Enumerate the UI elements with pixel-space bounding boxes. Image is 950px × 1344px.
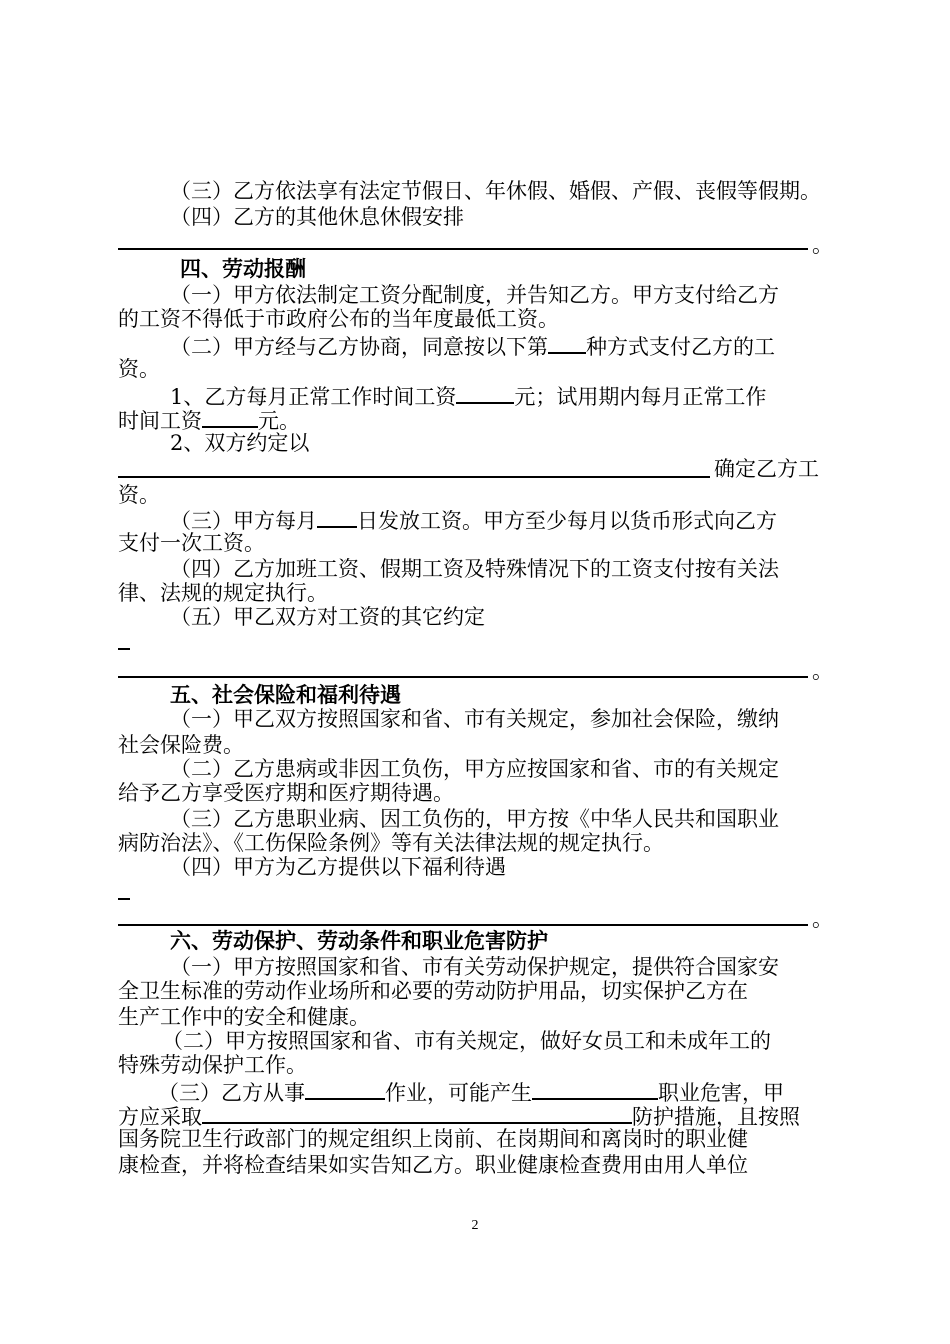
dash-mark [118,898,130,900]
text-fragment: 方应采取 [118,1105,202,1129]
paragraph-text: 律、法规的规定执行。 [118,581,328,605]
text-fragment: 作业，可能产生 [385,1081,532,1105]
period-mark: 。 [812,659,833,683]
paragraph-s3-other-rest: （四）乙方的其他休息休假安排 [170,205,464,229]
section-title-protection: 六、劳动保护、劳动条件和职业危害防护 [170,929,548,953]
paragraph-text: 资。 [118,357,160,381]
text-fragment: （三）甲方每月 [170,509,317,533]
text-fragment: （二）甲方经与乙方协商，同意按以下第 [170,335,548,359]
fill-blank [305,1078,385,1100]
paragraph-text: 的工资不得低于市政府公布的当年度最低工资。 [118,307,559,331]
paragraph-text: 国务院卫生行政部门的规定组织上岗前、在岗期间和离岗时的职业健 [118,1127,748,1151]
text-fragment: 种方式支付乙方的工 [586,335,775,359]
paragraph-text: 生产工作中的安全和健康。 [118,1005,370,1029]
fill-blank [202,406,258,428]
text-fragment: 日发放工资。甲方至少每月以货币形式向乙方 [357,509,777,533]
paragraph-text: （五）甲乙双方对工资的其它约定 [170,605,485,629]
fill-blank [317,506,357,528]
paragraph-s3-holidays: （三）乙方依法享有法定节假日、年休假、婚假、产假、丧假等假期。 [170,179,821,203]
fill-blank [548,332,586,354]
dash-mark [118,648,130,650]
section-title-wages: 四、劳动报酬 [180,257,306,281]
paragraph-text: （四）甲方为乙方提供以下福利待遇 [170,855,506,879]
fill-blank [202,1102,632,1124]
text-fragment: 确定乙方工 [714,457,819,481]
paragraph-text: 支付一次工资。 [118,531,265,555]
paragraph-text: 社会保险费。 [118,733,244,757]
period-mark: 。 [812,233,833,257]
blank-line [118,248,808,250]
blank-line [118,676,808,678]
paragraph-text: 给予乙方享受医疗期和医疗期待遇。 [118,781,454,805]
paragraph-text: 2、双方约定以 [170,431,310,455]
text-fragment: （三）乙方从事 [158,1081,305,1105]
paragraph-text: 资。 [118,483,160,507]
period-mark: 。 [812,907,833,931]
page-number: 2 [471,1218,479,1233]
text-fragment: 防护措施，且按照 [632,1105,800,1129]
text-fragment: 元。 [258,409,300,433]
blank-line [118,476,710,478]
paragraph-text: （四）乙方加班工资、假期工资及特殊情况下的工资支付按有关法 [170,557,779,581]
paragraph-text: （一）甲方按照国家和省、市有关劳动保护规定，提供符合国家安 [170,955,779,979]
text-fragment: 1、乙方每月正常工作时间工资 [170,385,457,409]
paragraph-text: （三）乙方患职业病、因工负伤的，甲方按《中华人民共和国职业 [170,807,779,831]
fill-blank [532,1078,658,1100]
paragraph-text: 特殊劳动保护工作。 [118,1053,307,1077]
paragraph-text: （一）甲乙双方按照国家和省、市有关规定，参加社会保险，缴纳 [170,707,779,731]
text-fragment: 元；试用期内每月正常工作 [514,385,767,409]
text-fragment: 时间工资 [118,409,202,433]
blank-line [118,924,808,926]
paragraph-text: （二）甲方按照国家和省、市有关规定，做好女员工和未成年工的 [162,1029,771,1053]
paragraph-text: 康检查，并将检查结果如实告知乙方。职业健康检查费用由用人单位 [118,1153,748,1177]
paragraph-text: 病防治法》、《工伤保险条例》等有关法律法规的规定执行。 [118,831,664,855]
paragraph-text: （二）乙方患病或非因工负伤，甲方应按国家和省、市的有关规定 [170,757,779,781]
fill-blank [456,382,514,404]
paragraph-text: （一）甲方依法制定工资分配制度，并告知乙方。甲方支付给乙方 [170,283,779,307]
text-fragment: 职业危害，甲 [658,1081,784,1105]
paragraph-text: 全卫生标准的劳动作业场所和必要的劳动防护用品，切实保护乙方在 [118,979,748,1003]
section-title-insurance: 五、社会保险和福利待遇 [170,683,401,707]
